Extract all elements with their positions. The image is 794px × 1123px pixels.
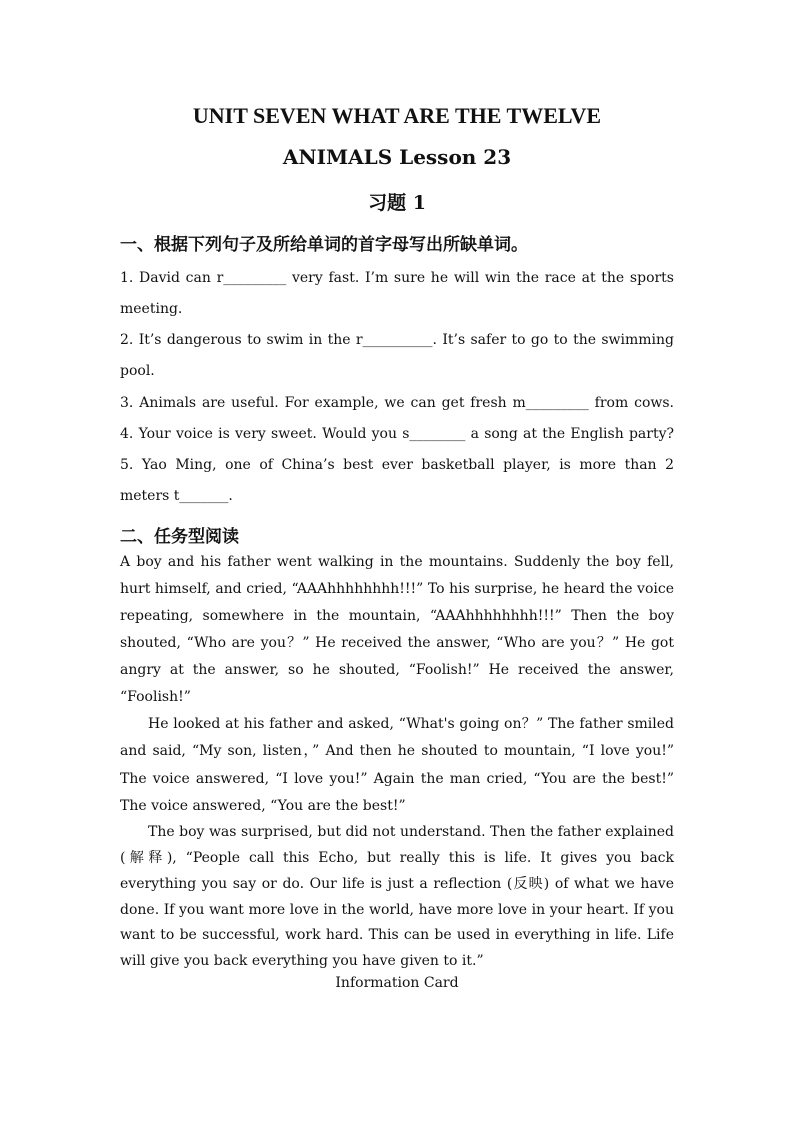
exercise-item-1: 1. David can r_________ very fast. I’m sure he will win the race at the sports meeting. [120, 270, 674, 317]
reading-passage [120, 549, 674, 975]
information-card-caption: Information Card [335, 975, 459, 991]
lesson-title: ANIMALS Lesson 23 [282, 145, 512, 169]
exercise-item-5: 5. Yao Ming, one of China’s best ever basketball player, is more than 2 meters t_______. [120, 457, 674, 504]
exercise-item-3: 3. Animals are useful. For example, we can get fresh m_________ from cows. [120, 395, 674, 411]
reading-paragraph-3: The boy was surprised, but did not understand. Then the father explained (解释), “People call this Echo, but really this is life. It gives you back everything you say or do. Our life is just a reflection (反映) of what we have done. If you want more love in the world, have more love in your heart. If you want to be successful, work hard. This can be used in everything in life. Life will give you back everything you have given to it.” [120, 824, 674, 970]
exercise-item-4: 4. Your voice is very sweet. Would you s________ a song at the English party? [120, 426, 674, 442]
section-1-heading: 一、根据下列句子及所给单词的首字母写出所缺单词。 [120, 235, 528, 255]
reading-paragraph-1: A boy and his father went walking in the mountains. Suddenly the boy fell, hurt himself, and cried, “AAAhhhhhhhh!!!” To his surprise, he heard the voice repeating, somewhere in the mountain, “AAAhhhhhhhh!!!” Then the boy shouted, “Who are you？” He received the answer, “Who are you？” He got angry at the answer, so he shouted, “Foolish!” He received the answer, “Foolish!” [120, 554, 674, 705]
section-2-heading: 二、任务型阅读 [120, 527, 239, 547]
exercise-title: 习题 1 [368, 192, 426, 214]
exercise-item-2: 2. It’s dangerous to swim in the r__________. It’s safer to go to the swimming pool. [120, 332, 674, 379]
unit-title: UNIT SEVEN WHAT ARE THE TWELVE [192, 103, 602, 128]
reading-paragraph-2: He looked at his father and asked, “What's going on？” The father smiled and said, “My son, listen，” And then he shouted to mountain, “I love you!” The voice answered, “I love you!” Again the man cried, “You are the best!” The voice answered, “You are the best!” [120, 716, 674, 814]
